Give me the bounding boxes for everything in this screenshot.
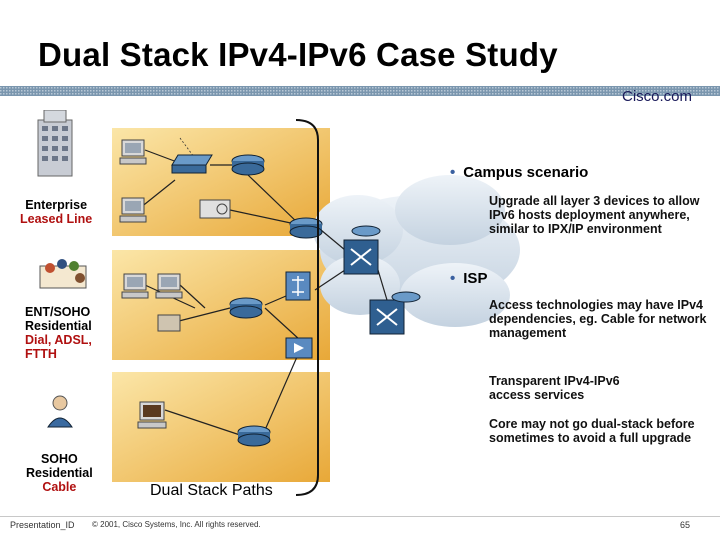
residential-label: Residential xyxy=(26,466,93,480)
router-icon xyxy=(238,426,270,446)
building-icon xyxy=(38,110,72,176)
cable-label: Cable xyxy=(42,480,77,494)
campus-heading: Campus scenario xyxy=(463,164,589,181)
pc-icon xyxy=(122,274,148,298)
phone-icon xyxy=(200,200,230,218)
enterprise-label-text: Enterprise xyxy=(25,198,88,212)
isp-item: Access technologies may have IPv4 dependencies, eg. Cable for network management xyxy=(489,298,707,340)
pc-icon xyxy=(138,402,166,428)
ent-soho-label xyxy=(25,305,92,361)
cable-headend-icon xyxy=(286,338,312,358)
leased-line-label: Leased Line xyxy=(20,212,93,226)
cisco-logo: Cisco.com xyxy=(622,88,693,105)
soho-label-text: SOHO xyxy=(40,452,78,466)
pc-icon xyxy=(120,198,146,222)
ftth-label: FTTH xyxy=(25,347,57,361)
isp-bullet xyxy=(450,270,487,287)
enterprise-label xyxy=(20,198,92,226)
core-router-icon xyxy=(344,240,378,274)
footer-divider xyxy=(0,516,720,517)
core-router-icon xyxy=(370,300,404,334)
isp-heading: ISP xyxy=(463,270,488,287)
pc-icon xyxy=(156,274,182,298)
dial-adsl-label: Dial, ADSL, xyxy=(25,333,92,347)
phone-icon xyxy=(158,315,180,331)
pc-icon xyxy=(120,140,146,164)
router-icon xyxy=(230,298,262,318)
soho-label xyxy=(26,452,93,494)
slide-title: Dual Stack IPv4-IPv6 Case Study xyxy=(38,36,558,73)
person-icon xyxy=(48,396,72,427)
router-icon xyxy=(232,155,264,175)
router-icon xyxy=(392,292,420,302)
bullet-dot: • xyxy=(450,270,456,287)
copyright: © 2001, Cisco Systems, Inc. All rights reserved. xyxy=(92,520,261,529)
campus-item: Upgrade all layer 3 devices to allow IPv6 hosts deployment anywhere, similar to IPX/IP environment xyxy=(489,194,700,236)
dual-stack-paths-label: Dual Stack Paths xyxy=(150,482,273,499)
presentation-id: Presentation_ID xyxy=(10,520,75,530)
switch-icon xyxy=(172,155,212,173)
title-dotted-bar xyxy=(0,84,720,102)
isp-item: Core may not go dual-stack before sometimes to avoid a full upgrade xyxy=(489,417,695,445)
router-icon xyxy=(352,226,380,236)
campus-bullet xyxy=(450,164,588,181)
ent-soho-label-text: ENT/SOHO xyxy=(25,305,91,319)
isp-item: Transparent IPv4-IPv6 access services xyxy=(489,374,620,402)
meeting-group-icon xyxy=(40,259,86,288)
access-server-icon xyxy=(286,272,310,300)
residential-label: Residential xyxy=(25,319,92,333)
page-number: 65 xyxy=(680,520,691,530)
bullet-dot: • xyxy=(450,164,456,181)
